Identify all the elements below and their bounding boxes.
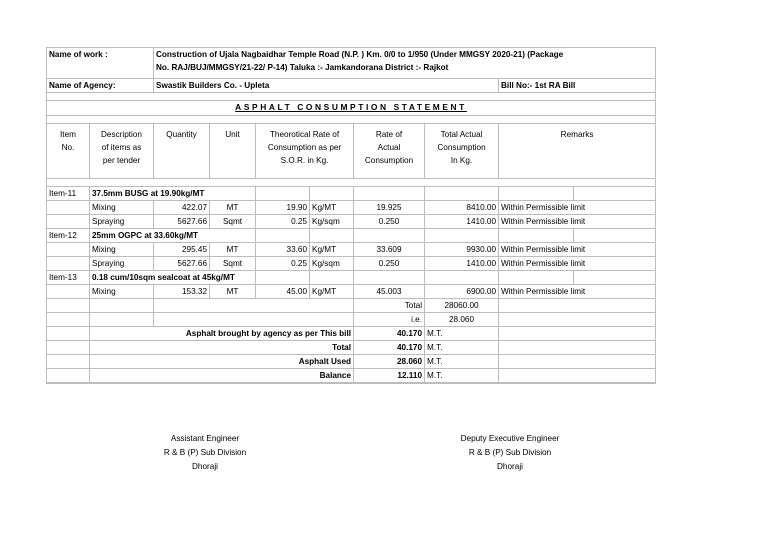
column-header-row (47, 124, 656, 179)
table-row (47, 257, 656, 271)
summary-unit: M.T. (425, 355, 499, 369)
agency-label: Name of Agency: (47, 79, 154, 93)
item-title-row (47, 271, 656, 285)
row-remark: Within Permissible limit (499, 257, 656, 271)
empty-cell (499, 229, 574, 243)
ie-row-label: i.e. (354, 313, 425, 327)
empty-cell (499, 341, 656, 355)
summary-row (47, 341, 656, 355)
empty-cell (499, 369, 656, 383)
bill-number: Bill No:- 1st RA Bill (499, 79, 656, 93)
total-row-label: Total (354, 299, 425, 313)
statement-title-row (47, 101, 656, 116)
empty-cell (47, 369, 90, 383)
row-total-actual: 6900.00 (425, 285, 499, 299)
row-rate-unit: Kg/MT (310, 285, 354, 299)
row-actual-rate: 45.003 (354, 285, 425, 299)
row-rate-unit: Kg/sqm (310, 257, 354, 271)
table-row (47, 201, 656, 215)
summary-unit: M.T. (425, 369, 499, 383)
blank-row (47, 383, 656, 384)
item-code: Item-11 (47, 187, 90, 201)
empty-cell (154, 383, 210, 384)
empty-cell (256, 383, 310, 384)
work-line-1: Construction of Ujala Nagbaidhar Temple Road (N.P. ) Km. 0/0 to 1/950 (Under MMGSY 2020-21) (Package (156, 50, 564, 59)
signature-deputy-executive-engineer: Deputy Executive Engineer R & B (P) Sub Division Dhoraji (460, 434, 560, 471)
row-total-actual: 1410.00 (425, 257, 499, 271)
empty-cell (425, 271, 499, 285)
statement-table (46, 47, 656, 384)
summary-label: Balance (90, 369, 354, 383)
signature-assistant-engineer: Assistant Engineer R & B (P) Sub Division Dhoraji (163, 434, 247, 471)
statement-title: ASPHALT CONSUMPTION STATEMENT (235, 102, 467, 112)
row-description: Spraying (90, 257, 154, 271)
work-row (47, 48, 656, 79)
empty-cell (425, 383, 499, 384)
item-title-row (47, 229, 656, 243)
row-rate: 0.25 (256, 215, 310, 229)
row-actual-rate: 33.609 (354, 243, 425, 257)
row-rate-unit: Kg/MT (310, 243, 354, 257)
table-row (47, 285, 656, 299)
summary-label: Asphalt Used (90, 355, 354, 369)
col-item-no: Item No. (47, 124, 90, 179)
row-actual-rate: 19.925 (354, 201, 425, 215)
summary-row (47, 327, 656, 341)
summary-value: 40.170 (354, 341, 425, 355)
summary-row (47, 355, 656, 369)
empty-cell (574, 187, 656, 201)
row-total-actual: 9930.00 (425, 243, 499, 257)
row-remark: Within Permissible limit (499, 285, 656, 299)
empty-cell (256, 271, 310, 285)
row-quantity: 5627.66 (154, 257, 210, 271)
empty-cell (499, 383, 574, 384)
summary-unit: M.T. (425, 341, 499, 355)
empty-cell (47, 201, 90, 215)
empty-cell (574, 229, 656, 243)
empty-cell (47, 355, 90, 369)
item-title-row (47, 187, 656, 201)
table-row (47, 215, 656, 229)
col-theoretical-rate: Theorotical Rate of Consumption as per S.O.R. in Kg. (256, 124, 354, 179)
empty-cell (210, 383, 256, 384)
empty-cell (574, 271, 656, 285)
empty-cell (47, 257, 90, 271)
row-unit: MT (210, 285, 256, 299)
total-row (47, 299, 656, 313)
row-total-actual: 1410.00 (425, 215, 499, 229)
empty-cell (256, 229, 310, 243)
empty-cell (47, 285, 90, 299)
empty-cell (425, 187, 499, 201)
row-rate-unit: Kg/sqm (310, 215, 354, 229)
empty-cell (499, 327, 656, 341)
col-unit: Unit (210, 124, 256, 179)
empty-cell (90, 313, 154, 327)
summary-value: 28.060 (354, 355, 425, 369)
work-value (154, 48, 656, 79)
empty-cell (47, 327, 90, 341)
row-unit: Sqmt (210, 215, 256, 229)
row-unit: MT (210, 201, 256, 215)
empty-cell (47, 313, 90, 327)
item-code: Item-13 (47, 271, 90, 285)
row-rate-unit: Kg/MT (310, 201, 354, 215)
empty-cell (354, 271, 425, 285)
item-title: 37.5mm BUSG at 19.90kg/MT (90, 187, 256, 201)
row-description: Mixing (90, 285, 154, 299)
empty-cell (310, 187, 354, 201)
row-actual-rate: 0.250 (354, 257, 425, 271)
empty-cell (499, 271, 574, 285)
agency-value: Swastik Builders Co. - Upleta (154, 79, 499, 93)
empty-cell (425, 229, 499, 243)
item-title: 0.18 cum/10sqm sealcoat at 45kg/MT (90, 271, 256, 285)
row-description: Spraying (90, 215, 154, 229)
summary-value: 40.170 (354, 327, 425, 341)
empty-cell (47, 299, 90, 313)
row-rate: 45.00 (256, 285, 310, 299)
row-actual-rate: 0.250 (354, 215, 425, 229)
summary-value: 12.110 (354, 369, 425, 383)
empty-cell (499, 313, 656, 327)
empty-cell (47, 341, 90, 355)
item-code: Item-12 (47, 229, 90, 243)
summary-label: Total (90, 341, 354, 355)
empty-cell (574, 383, 656, 384)
empty-cell (499, 187, 574, 201)
empty-cell (47, 383, 90, 384)
col-remarks: Remarks (499, 124, 656, 179)
empty-cell (90, 383, 154, 384)
empty-cell (354, 187, 425, 201)
row-unit: MT (210, 243, 256, 257)
asphalt-statement-sheet (46, 47, 655, 384)
empty-cell (47, 215, 90, 229)
row-unit: Sqmt (210, 257, 256, 271)
row-rate: 33.60 (256, 243, 310, 257)
empty-cell (154, 299, 354, 313)
row-remark: Within Permissible limit (499, 243, 656, 257)
agency-row (47, 79, 656, 93)
ie-row-value: 28.060 (425, 313, 499, 327)
summary-label: Asphalt brought by agency as per This bill (90, 327, 354, 341)
empty-cell (310, 271, 354, 285)
empty-cell (499, 299, 656, 313)
summary-unit: M.T. (425, 327, 499, 341)
empty-cell (90, 299, 154, 313)
item-title: 25mm OGPC at 33.60kg/MT (90, 229, 256, 243)
col-description: Description of items as per tender (90, 124, 154, 179)
total-row-value: 28060.00 (425, 299, 499, 313)
empty-cell (47, 243, 90, 257)
empty-cell (256, 187, 310, 201)
row-rate: 19.90 (256, 201, 310, 215)
col-total-actual: Total Actual Consumption In Kg. (425, 124, 499, 179)
empty-cell (354, 383, 425, 384)
work-label: Name of work : (47, 48, 154, 79)
summary-row (47, 369, 656, 383)
empty-cell (310, 383, 354, 384)
row-description: Mixing (90, 201, 154, 215)
row-quantity: 295.45 (154, 243, 210, 257)
empty-cell (499, 355, 656, 369)
ie-row (47, 313, 656, 327)
col-quantity: Quantity (154, 124, 210, 179)
row-rate: 0.25 (256, 257, 310, 271)
col-actual-rate: Rate of Actual Consumption (354, 124, 425, 179)
row-quantity: 153.32 (154, 285, 210, 299)
row-total-actual: 8410.00 (425, 201, 499, 215)
row-description: Mixing (90, 243, 154, 257)
row-quantity: 5627.66 (154, 215, 210, 229)
row-quantity: 422.07 (154, 201, 210, 215)
row-remark: Within Permissible limit (499, 201, 656, 215)
empty-cell (354, 229, 425, 243)
row-remark: Within Permissible limit (499, 215, 656, 229)
empty-cell (154, 313, 354, 327)
table-row (47, 243, 656, 257)
work-line-2: No. RAJ/BUJ/MMGSY/21-22/ P-14) Taluka :- Jamkandorana District :- Rajkot (156, 63, 449, 72)
empty-cell (310, 229, 354, 243)
